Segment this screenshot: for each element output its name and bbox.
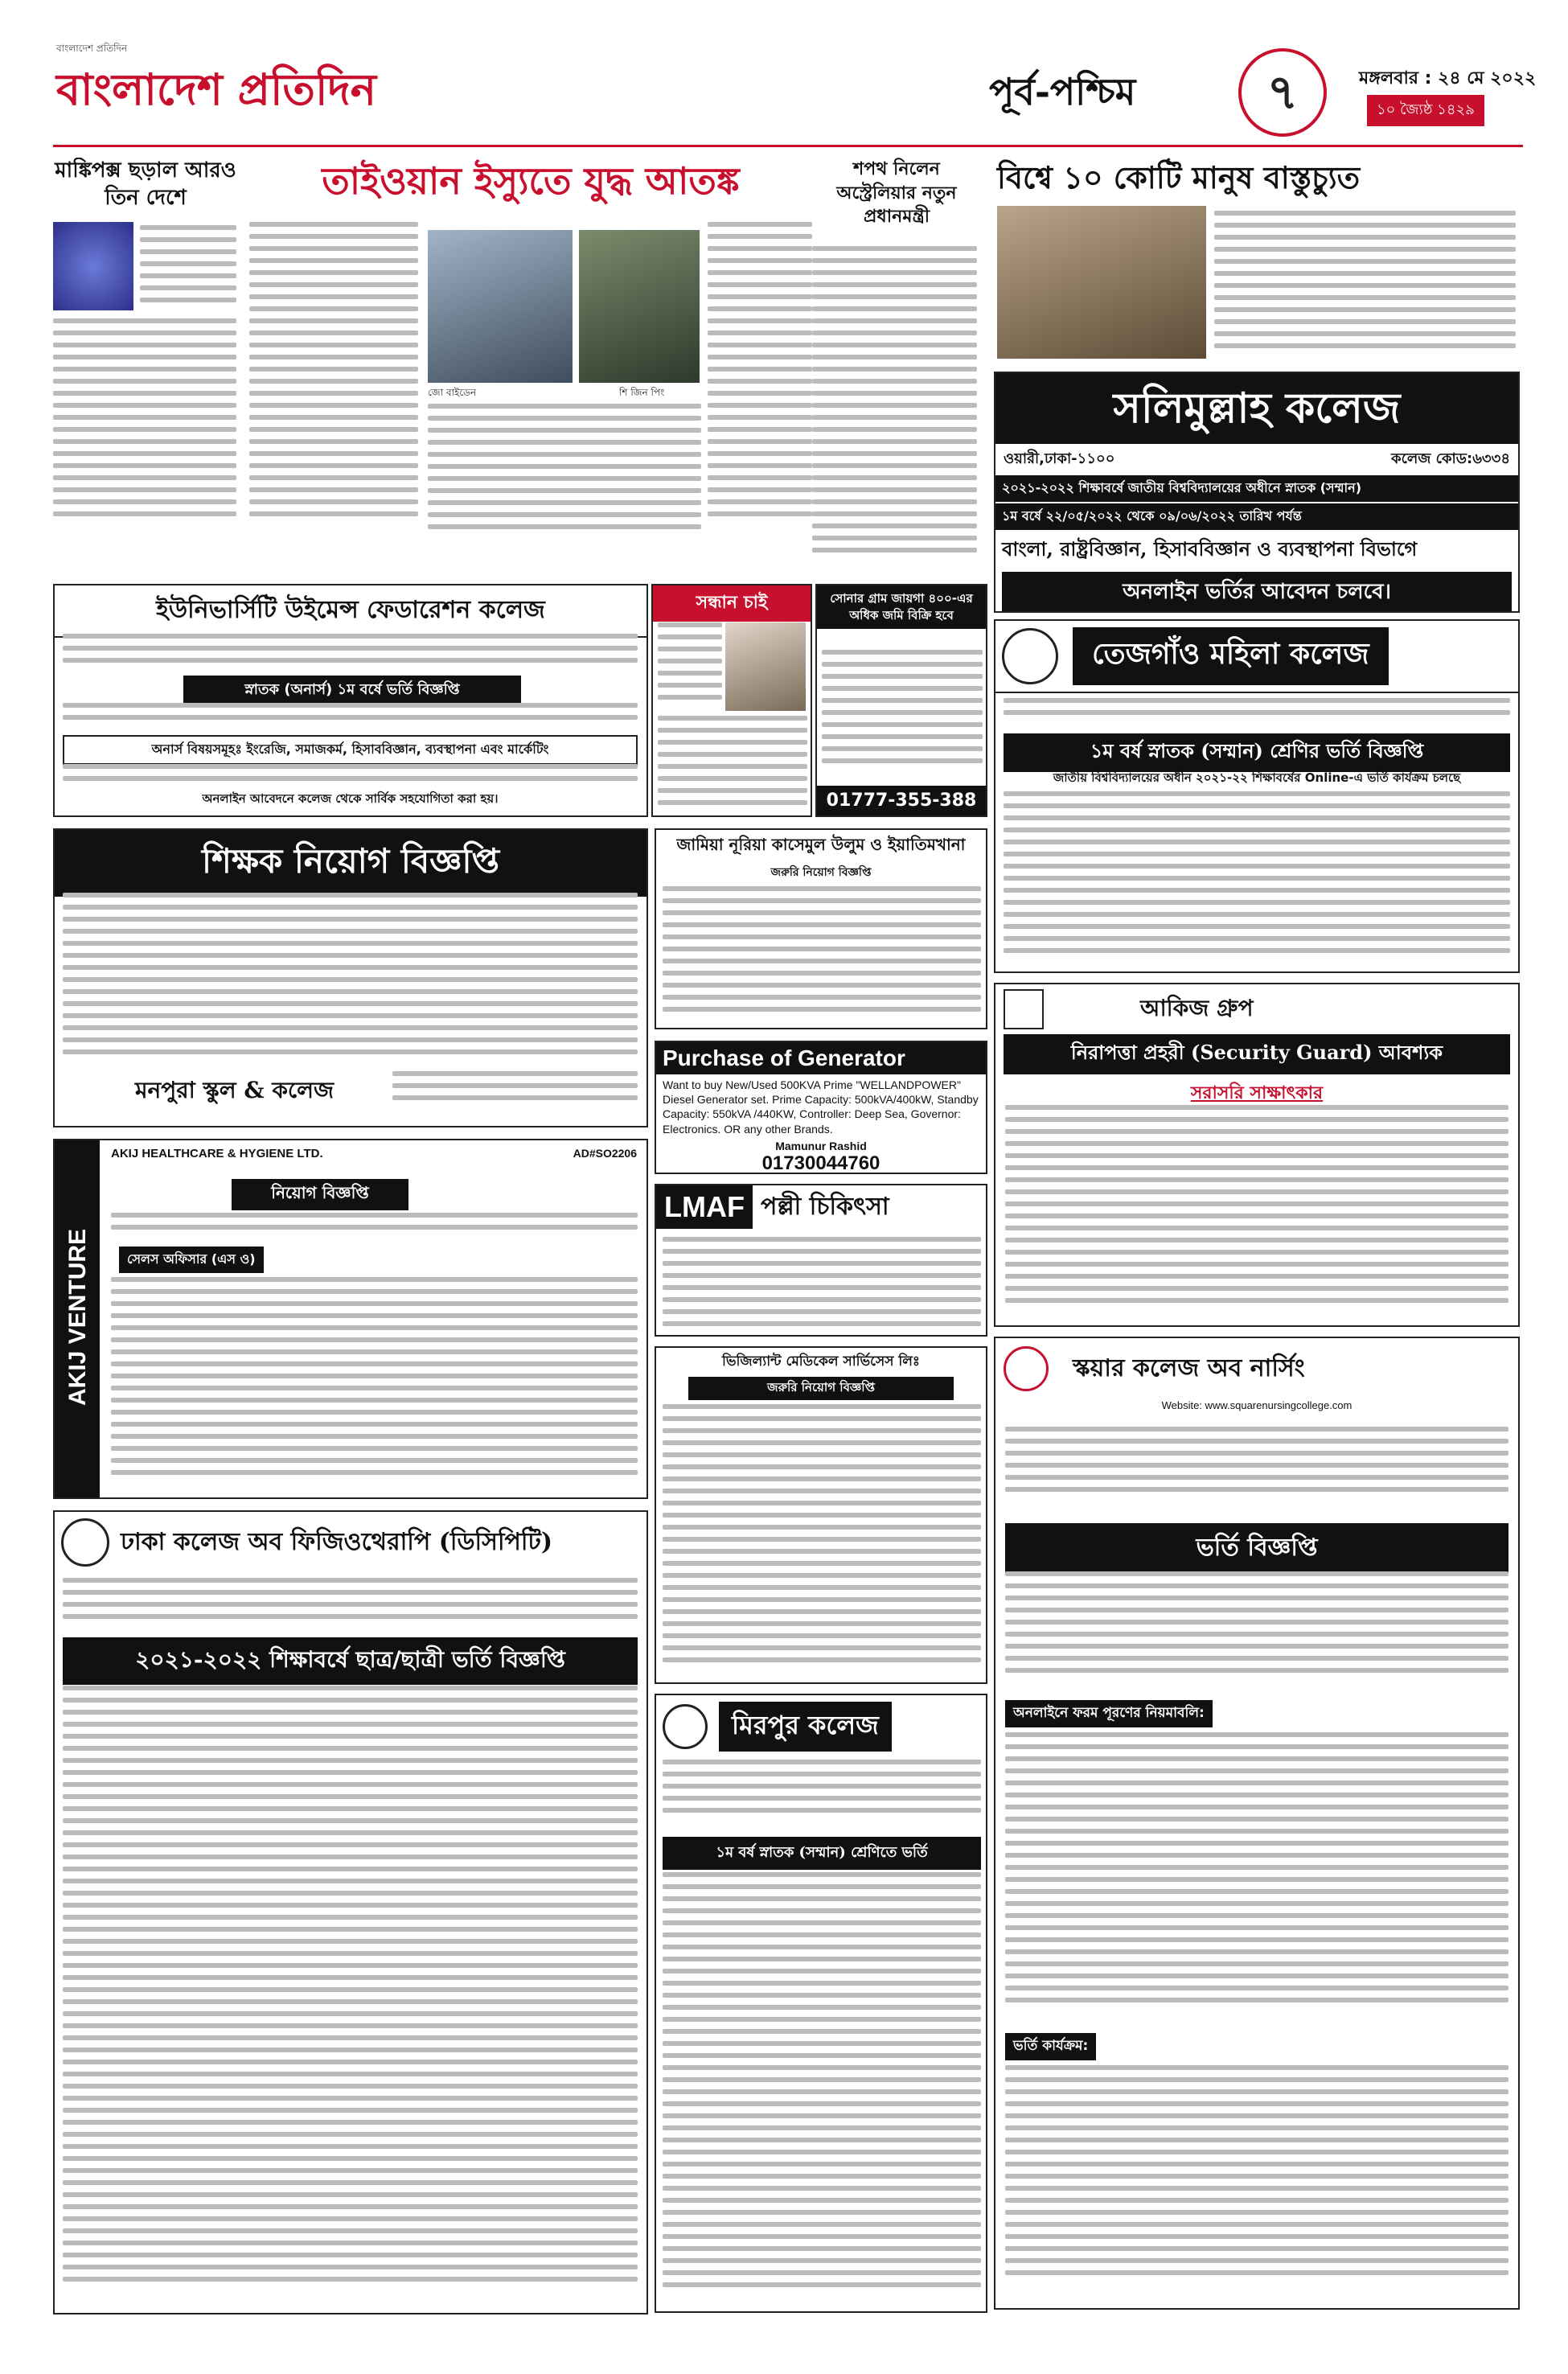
tejgaon-logo-icon (1002, 628, 1058, 684)
taiwan-story (249, 158, 812, 544)
dcpt-address (63, 1578, 638, 1634)
tejgaon-body (1004, 791, 1510, 968)
date-bengali: ১০ জ্যৈষ্ঠ ১৪২৯ (1367, 95, 1484, 126)
salimullah-line4: অনলাইন ভর্তির আবেদন চলবে। (1002, 572, 1512, 613)
generator-phone: 01730044760 (761, 1152, 880, 1174)
mirpur-logo-icon (663, 1704, 708, 1749)
uwfc-footer: অনলাইন আবেদনে কলেজ থেকে সার্বিক সহযোগিতা করা হয়। (202, 791, 499, 806)
missing-body-1 (658, 622, 722, 711)
uwfc-address (63, 634, 638, 674)
monkeypox-headline: মাঙ্কিপক্স ছড়াল আরও তিন দেশে (55, 158, 236, 210)
vigilant-medical-ad (655, 1346, 987, 1684)
medical-table (663, 1404, 981, 1678)
monkeypox-body-1 (140, 225, 236, 314)
salimullah-line3: বাংলা, রাষ্ট্রবিজ্ঞান, হিসাববিজ্ঞান ও ব্যবস্থাপনা বিভাগে (1002, 537, 1418, 561)
date-gregorian: মঙ্গলবার : ২৪ মে ২০২২ (1359, 68, 1537, 88)
uwfc-subtitle: স্নাতক (অনার্স) ১ম বর্ষে ভর্তি বিজ্ঞপ্তি (183, 676, 521, 705)
tejgaon-subtitle: ১ম বর্ষ স্নাতক (সম্মান) শ্রেণির ভর্তি বিজ্ঞপ্তি (1004, 733, 1510, 772)
australia-body (812, 246, 977, 568)
land-title: সোনার গ্রাম জায়গা ৪০০-এর অধিক জমি বিক্রি হবে (817, 585, 986, 629)
uwfc-ad (53, 584, 648, 817)
mirpur-college-ad (655, 1694, 987, 2313)
uwfc-body-2 (63, 764, 638, 788)
akij-group-title: আকিজ গ্রুপ (1140, 994, 1254, 1021)
tejgaon-ad (994, 619, 1520, 973)
teacher-school-name: মনপুরা স্কুল & কলেজ (135, 1077, 335, 1103)
virus-image (53, 222, 133, 310)
australia-headline: শপথ নিলেন অস্ট্রেলিয়ার নতুন প্রধানমন্ত্রী (836, 158, 957, 228)
akij-guard-body (1005, 1105, 1508, 1322)
madrasa-ad (655, 828, 987, 1029)
monkeypox-body-2 (53, 318, 236, 532)
tejgaon-subtitle-2: জাতীয় বিশ্ববিদ্যালয়ের অধীন ২০২১-২২ শিক্ষাবর্ষের Online-এ ভর্তি কার্যক্রম চলছে (1053, 770, 1461, 785)
square-online-body (1005, 1732, 1508, 2022)
dcpt-logo-icon (61, 1518, 109, 1567)
australia-story (812, 158, 981, 576)
missing-body-2 (658, 716, 807, 812)
mirpur-address (663, 1760, 981, 1832)
land-sale-ad (815, 584, 987, 817)
lmaf-body (663, 1237, 981, 1333)
refugee-photo (997, 206, 1206, 359)
salimullah-ad (994, 372, 1520, 613)
generator-ad (655, 1041, 987, 1174)
refugee-story (997, 158, 1520, 367)
salimullah-address: ওয়ারী,ঢাকা-১১০০ (1004, 450, 1115, 467)
taiwan-headline: তাইওয়ান ইস্যুতে যুদ্ধ আতঙ্ক (322, 159, 740, 203)
salimullah-code: কলেজ কোড:৬৩৩৪ (1391, 450, 1510, 467)
lmaf-title: পল্লী চিকিৎসা (760, 1192, 889, 1221)
square-intro (1005, 1427, 1508, 1515)
dcpt-subtitle: ২০২১-২০২২ শিক্ষাবর্ষে ছাত্র/ছাত্রী ভর্তি বিজ্ঞপ্তি (63, 1637, 638, 1685)
akij-hh-subtitle: নিয়োগ বিজ্ঞপ্তি (232, 1179, 408, 1210)
akij-venture-label: AKIJ VENTURE (64, 1228, 91, 1406)
generator-body: Want to buy New/Used 500KVA Prime "WELLANDPOWER" Diesel Generator set. Prime Capacity: 500kVA/400kW, Standby Capacity: 550kVA /440KW, Controller: Deep Sea, Governor: Electronics. OR any other Brands. (663, 1078, 979, 1136)
teacher-table (63, 893, 638, 1062)
taiwan-body-3 (428, 404, 701, 540)
square-admission-title: ভর্তি বিজ্ঞপ্তি (1005, 1523, 1508, 1574)
madrasa-subtitle: জরুরি নিয়োগ বিজ্ঞপ্তি (770, 866, 872, 879)
square-nursing-ad (994, 1337, 1520, 2310)
xi-photo (579, 230, 700, 383)
biden-photo (428, 230, 573, 383)
section-title: পূর্ব-পশ্চিম (989, 70, 1136, 113)
akij-hh-role: সেলস অফিসার (এস ও) (119, 1247, 264, 1273)
tejgaon-title: তেজগাঁও মহিলা কলেজ (1073, 627, 1389, 685)
xi-caption: শি জিন পিং (619, 387, 665, 398)
dcpt-body (63, 1686, 638, 2305)
missing-person-ad (651, 584, 812, 817)
akij-hh-ad-code: AD#SO2206 (573, 1147, 637, 1160)
tejgaon-address (1004, 698, 1510, 730)
page-number: ৭ (1238, 48, 1327, 137)
madrasa-title: জামিয়া নূরিয়া কাসেমুল উলুম ও ইয়াতিমখানা (676, 835, 966, 854)
taiwan-body-2 (708, 222, 812, 536)
biden-caption: জো বাইডেন (428, 387, 477, 398)
uwfc-body-1 (63, 703, 638, 735)
lmaf-brand: LMAF (656, 1185, 753, 1229)
akij-group-logo-icon (1004, 989, 1044, 1029)
square-logo-icon (1004, 1346, 1049, 1391)
missing-person-photo (725, 622, 806, 711)
square-body-1 (1005, 1571, 1508, 1692)
teacher-title: শিক্ষক নিয়োগ বিজ্ঞপ্তি (55, 830, 646, 897)
square-title: স্কয়ার কলেজ অব নার্সিং (1073, 1353, 1305, 1382)
akij-guard-title: নিরাপত্তা প্রহরী (Security Guard) আবশ্যক (1004, 1034, 1510, 1074)
teacher-recruitment-ad (53, 828, 648, 1127)
akij-hh-title: AKIJ HEALTHCARE & HYGIENE LTD. (111, 1147, 323, 1160)
square-website: Website: www.squarenursingcollege.com (1161, 1399, 1353, 1411)
generator-contact: Mamunur Rashid (775, 1139, 867, 1152)
refugee-headline: বিশ্বে ১০ কোটি মানুষ বাস্তুচ্যুত (997, 159, 1361, 195)
salimullah-line1: ২০২১-২০২২ শিক্ষাবর্ষে জাতীয় বিশ্ববিদ্যালয়ের অধীনে স্নাতক (সম্মান) (995, 475, 1518, 502)
masthead: বাংলাদেশ প্রতিদিন (56, 64, 376, 115)
akij-guard-subtitle: সরাসরি সাক্ষাৎকার (1190, 1082, 1324, 1103)
teacher-contact (392, 1071, 638, 1119)
square-online-title: অনলাইনে ফরম পূরণের নিয়মাবলি: (1005, 1700, 1213, 1727)
salimullah-title: সলিমুল্লাহ কলেজ (995, 373, 1518, 444)
mirpur-title: মিরপুর কলেজ (719, 1702, 892, 1752)
akij-hh-intro (111, 1213, 638, 1245)
madrasa-table (663, 886, 981, 1027)
akij-hh-body (111, 1277, 638, 1494)
medical-subtitle: জরুরি নিয়োগ বিজ্ঞপ্তি (688, 1377, 954, 1400)
land-phone: 01777-355-388 (817, 786, 986, 815)
masthead-tagline: বাংলাদেশ প্রতিদিন (56, 43, 128, 54)
uwfc-title: ইউনিভার্সিটি উইমেন্স ফেডারেশন কলেজ (55, 585, 646, 638)
lmaf-ad (655, 1184, 987, 1337)
medical-title: ভিজিল্যান্ট মেডিকেল সার্ভিসেস লিঃ (722, 1353, 920, 1370)
dcpt-ad (53, 1510, 648, 2314)
land-body (822, 650, 983, 778)
akij-guard-ad (994, 983, 1520, 1327)
mirpur-subtitle: ১ম বর্ষ স্নাতক (সম্মান) শ্রেণিতে ভর্তি (663, 1837, 981, 1870)
salimullah-line2: ১ম বর্ষে ২২/০৫/২০২২ থেকে ০৯/০৬/২০২২ তারিখ পর্যন্ত (995, 503, 1518, 530)
mirpur-body (663, 1872, 981, 2306)
dcpt-title: ঢাকা কলেজ অব ফিজিওথেরাপি (ডিসিপিটি) (121, 1527, 553, 1556)
header-rule (53, 145, 1523, 147)
monkeypox-story (53, 158, 238, 536)
square-process-body (1005, 2065, 1508, 2298)
taiwan-body-1 (249, 222, 418, 536)
square-process-title: ভর্তি কার্যক্রম: (1005, 2033, 1096, 2060)
missing-title: সন্ধান চাই (653, 585, 811, 622)
generator-title: Purchase of Generator (656, 1042, 986, 1074)
refugee-body (1214, 211, 1516, 363)
akij-healthcare-ad (53, 1139, 648, 1499)
akij-venture-strip (55, 1140, 100, 1497)
uwfc-subjects: অনার্স বিষয়সমূহঃ ইংরেজি, সমাজকর্ম, হিসাববিজ্ঞান, ব্যবস্থাপনা এবং মার্কেটিং (63, 735, 638, 765)
